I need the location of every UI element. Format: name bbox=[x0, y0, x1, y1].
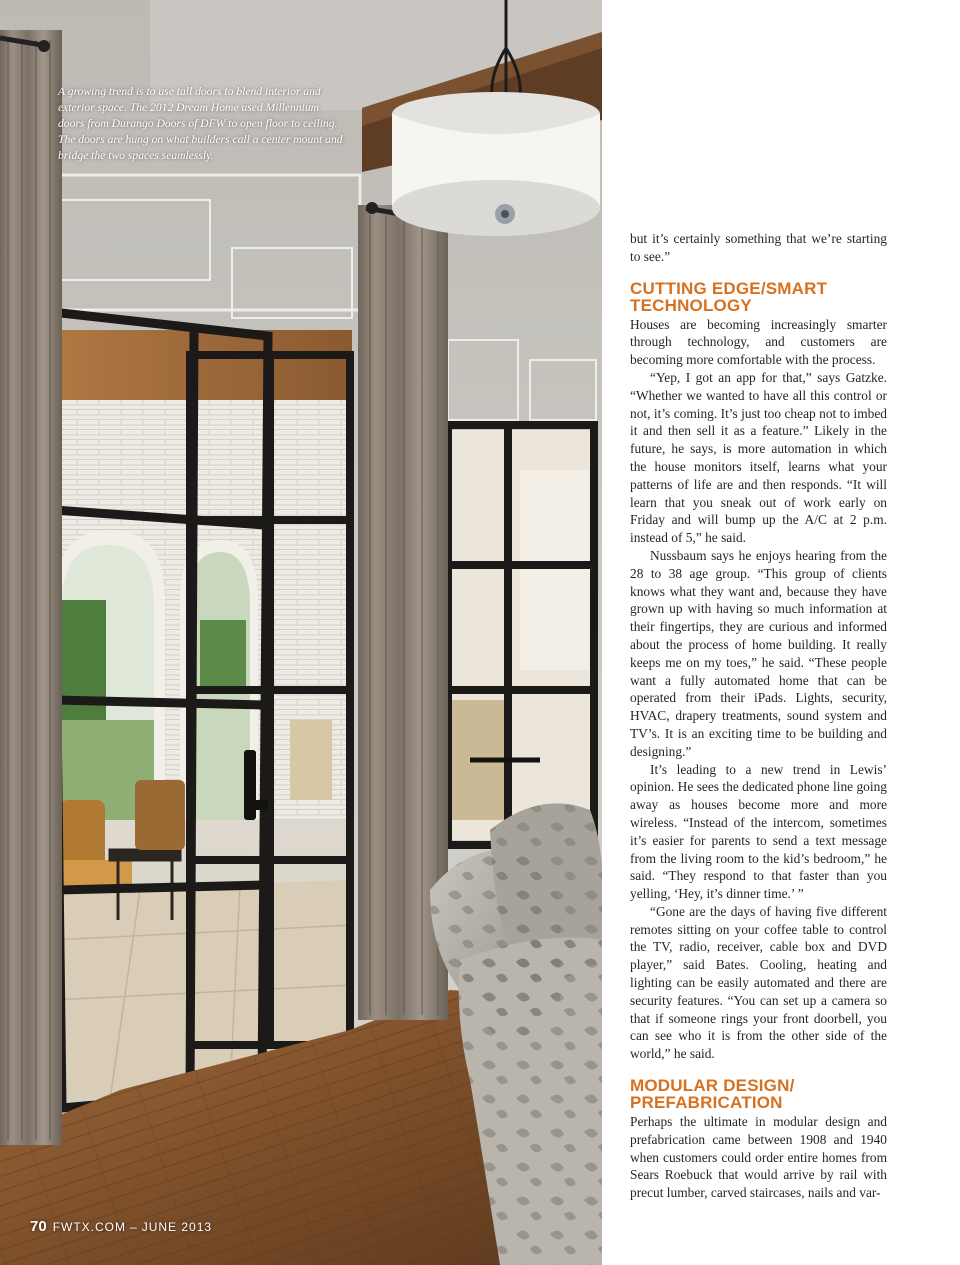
folio-separator: – bbox=[130, 1220, 138, 1234]
article-column bbox=[630, 230, 887, 1202]
page-folio bbox=[30, 1218, 212, 1235]
page-number: 70 bbox=[30, 1218, 47, 1235]
body-paragraph: It’s leading to a new trend in Lewis’ opinion. He sees the dedicated phone line going away as houses become more and more wireless. “Instead of the intercom, sometimes it’s easier for parents to send a text message from the living room to the kid’s bedroom,” he said. “They respond to that faster than you yelling, ‘Hey, it’s dinner time.’ ” bbox=[630, 761, 887, 902]
intro-continuation: but it’s certainly something that we’re starting to see.” bbox=[630, 231, 887, 264]
photo-caption: A growing trend is to use tall doors to blend interior and exterior space. The 2012 Dream Home used Millennium doors from Durango Doors of DFW to open floor to ceiling. The doors are hung on what builders call a center mount and bridge the two spaces seamlessly. bbox=[58, 85, 343, 162]
section-heading-modular-design bbox=[630, 1077, 887, 1111]
body-paragraph: Perhaps the ultimate in modular design and prefabrication came between 1908 and 1940 when customers could order entire homes from Sears Roebuck that would arrive by rail with precut lumber, carved staircases, nails and var- bbox=[630, 1114, 887, 1201]
heading-line: CUTTING EDGE/SMART bbox=[630, 278, 828, 298]
body-paragraph: “Gone are the days of having five different remotes sitting on your coffee table to control the TV, radio, receiver, cable box and DVD player,” said Bates. Cooling, heating and lighting can be easily automated and there are security features. “You can set up a camera so that if someone rings your front doorbell, you can see who it is from the other side of the world,” he said. bbox=[630, 903, 887, 1062]
body-paragraph: Houses are becoming increasingly smarter through technology, and customers are becoming more comfortable with the process. bbox=[630, 316, 887, 368]
magazine-site: FWTX.COM bbox=[52, 1220, 127, 1234]
body-paragraph: “Yep, I got an app for that,” says Gatzke. “Whether we wanted to have all this control or not, it’s coming. It’s just too cheap not to imbed it and then sell it as a feature.” Likely in the future, he says, is more automation in which the house monitors itself, learns what your patterns of life are and then responds. “It will learn that you sneak out of work early on Friday and will bump up the A/C at 2 p.m. instead of 5,” he said. bbox=[630, 369, 887, 546]
heading-line: PREFABRICATION bbox=[630, 1093, 783, 1113]
heading-line: MODULAR DESIGN/ bbox=[630, 1076, 795, 1096]
issue-date: JUNE 2013 bbox=[141, 1220, 213, 1234]
body-paragraph: Nussbaum says he enjoys hearing from the 28 to 38 age group. “This group of clients knows what they want and, because they have grown up with having so much information at their fingertips, they are curious and informed about the process of home building. It really keeps me on my toes,” he said. “These people want a fully automated home that can be operated from their iPads. Lights, security, HVAC, drapery treatments, sound system and TV’s. It is an exciting time to be building and designing.” bbox=[630, 547, 887, 759]
heading-line: TECHNOLOGY bbox=[630, 295, 752, 315]
section-heading-smart-technology bbox=[630, 280, 887, 314]
